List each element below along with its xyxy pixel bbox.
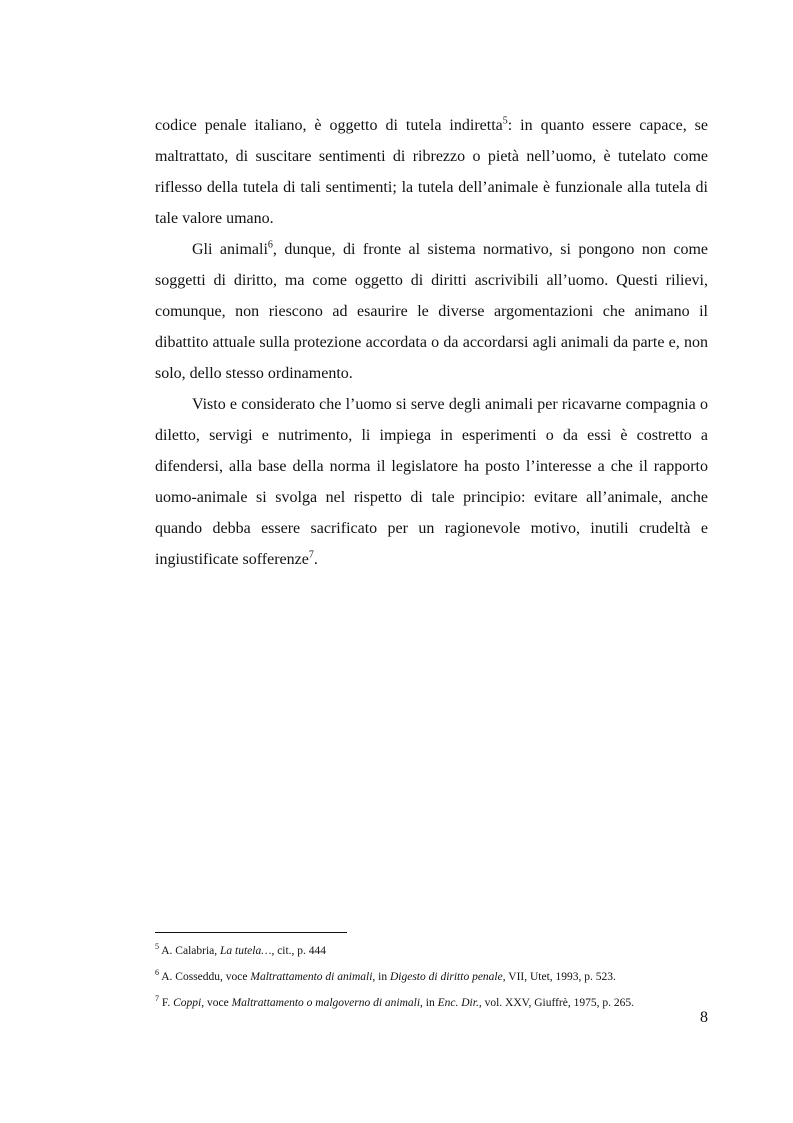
text-run: , in (420, 997, 438, 1009)
text-run: codice penale italiano, è oggetto di tutela indiretta (155, 117, 503, 134)
footnote-number: 6 (155, 968, 159, 978)
text-run: Gli animali (192, 241, 268, 258)
footnote-number: 7 (155, 994, 159, 1004)
text-run: Visto e considerato che l’uomo si serve degli animali per ricavarne compagnia o diletto, servigi e nutrimento, li impiega in esperimenti o da essi è costretto a difendersi, alla base della norma il legislatore ha posto l’interesse a che il rapporto uomo-animale si svolga nel rispetto di tale principio: evitare all’animale, anche quando debba essere sacrificato per un ragionevole motivo, inutili crudeltà e ingiustificate sofferenze (155, 396, 708, 568)
page-number: 8 (700, 1009, 708, 1026)
text-run: , cit., p. 444 (271, 945, 327, 957)
text-run: , in (372, 971, 390, 983)
footnote-number: 5 (155, 942, 159, 952)
footnote-ref: 6 (267, 239, 273, 251)
paragraph (155, 234, 708, 389)
footnote (155, 964, 715, 990)
footnote-ref: 5 (502, 115, 508, 127)
italic-text: Digesto di diritto penale (389, 971, 503, 983)
paragraph (155, 389, 708, 575)
text-run: , VII, Utet, 1993, p. 523. (502, 971, 616, 983)
text-run: , vol. XXV, Giuffrè, 1975, p. 265. (478, 997, 634, 1009)
footnote (155, 990, 715, 1016)
italic-text: Coppi (173, 997, 202, 1009)
text-run: A. Cosseddu, voce (159, 971, 251, 983)
text-run: . (313, 551, 318, 568)
text-run: , dunque, di fronte al sistema normativo, si pongono non come soggetti di diritto, ma come oggetto di diritti ascrivibili all’uomo. Questi rilievi, comunque, non riescono ad esaurire le diverse argomentazioni che animano il dibattito attuale sulla protezione accordata o da accordarsi agli animali da parte e, non solo, dello stesso ordinamento. (155, 241, 708, 382)
paragraph (155, 110, 708, 234)
footnote-separator (155, 932, 347, 933)
italic-text: La tutela… (220, 945, 272, 957)
text-run: A. Calabria, (159, 945, 220, 957)
italic-text: Enc. Dir. (437, 997, 479, 1009)
footnotes (155, 938, 715, 1016)
text-run: F. (159, 997, 174, 1009)
text-run: , voce (201, 997, 232, 1009)
body-text (155, 110, 708, 575)
italic-text: Maltrattamento di animali (250, 971, 373, 983)
footnote-ref: 7 (308, 549, 314, 561)
italic-text: Maltrattamento o malgoverno di animali (231, 997, 421, 1009)
footnote (155, 938, 715, 964)
text-run: : in quanto essere capace, se maltrattato, di suscitare sentimenti di ribrezzo o pietà nell’uomo, è tutelato come riflesso della tutela di tali sentimenti; la tutela dell’animale è funzionale alla tutela di tale valore umano. (155, 117, 709, 227)
